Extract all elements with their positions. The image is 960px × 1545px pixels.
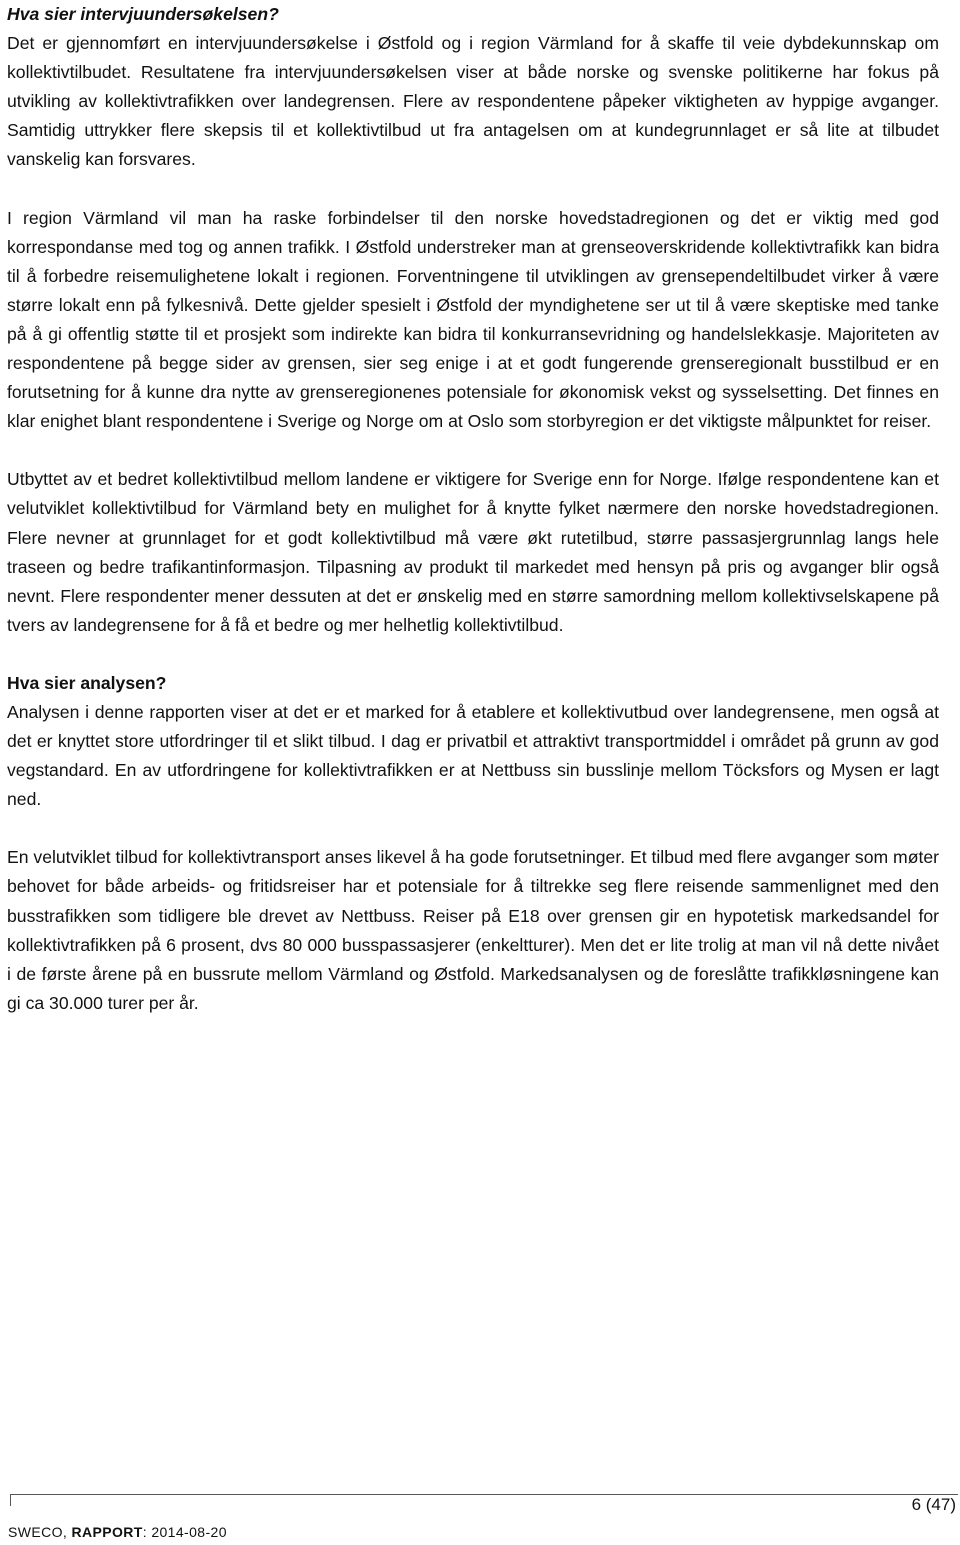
paragraph-interviews-2: I region Värmland vil man ha raske forbindelser til den norske hovedstadregionen og det er viktig med god korrespondanse med tog og annen trafikk. I Østfold understreker man at grenseoverskridende kollektivtrafikk kan bidra til å forbedre reisemulighetene lokalt i regionen. Forventningene til utviklingen av grensependeltilbudet virker å være større lokalt enn på fylkesnivå. Dette gjelder spesielt i Østfold der myndighetene ser ut til å være skeptiske med tanke på å gi offentlig støtte til et prosjekt som indirekte kan bidra til konkurransevridning og handelslekkasje. Majoriteten av respondentene på begge sider av grensen, sier seg enige i at et godt fungerende grenseregionalt busstilbud er en forutsetning for å kunne dra nytte av grenseregionenes potensiale for økonomisk vekst og sysselsetting. Det finnes en klar enighet blant respondentene i Sverige og Norge om at Oslo som storbyregion er det viktigste målpunktet for reiser.	[7, 207, 939, 432]
footer-date: : 2014-08-20	[142, 1524, 227, 1540]
paragraph-analysis-1: Analysen i denne rapporten viser at det er et marked for å etablere et kollektivutbud over landegrensene, men også at det er knyttet store utfordringer til et slikt tilbud. I dag er privatbil et attraktivt transportmiddel i området på grunn av god vegstandard. En av utfordringene for kollektivtrafikken er at Nettbuss sin busslinje mellom Töcksfors og Mysen er lagt ned.	[7, 701, 939, 810]
footer-company: SWECO,	[8, 1524, 68, 1540]
footer-doc-type: RAPPORT	[71, 1524, 143, 1540]
document-body	[7, 0, 939, 1018]
section-heading-interviews: Hva sier intervjuundersøkelsen?	[7, 4, 279, 24]
paragraph-interviews-1: Det er gjennomført en intervjuundersøkelse i Østfold og i region Värmland for å skaffe til veie dybdekunnskap om kollektivtilbudet. Resultatene fra intervjuundersøkelsen viser at både norske og svenske politikerne har fokus på utvikling av kollektivtrafikken over landegrensen. Flere av respondentene påpeker viktigheten av hyppige avganger. Samtidig uttrykker flere skepsis til et kollektivtilbud ut fra antagelsen om at kundegrunnlaget er så lite at tilbudet vanskelig kan forsvares.	[7, 33, 939, 170]
footer-divider	[10, 1494, 958, 1495]
page-number: 6 (47)	[911, 1495, 956, 1514]
paragraph-interviews-3: Utbyttet av et bedret kollektivtilbud mellom landene er viktigere for Sverige enn for Norge. Ifølge respondentene kan et velutviklet kollektivtilbud for Värmland bety en mulighet for å knytte fylket nærmere den norske hovedstadregionen. Flere nevner at grunnlaget for et godt kollektivtilbud må være økt rutetilbud, større passasjergrunnlag langs hele traseen og bedre trafikantinformasjon. Tilpasning av produkt til markedet med hensyn på pris og avganger blir også nevnt. Flere respondenter mener dessuten at det er ønskelig med en større samordning mellom kollektivselskapene på tvers av landegrensene for å få et bedre og mer helhetlig kollektivtilbud.	[7, 469, 939, 635]
paragraph-spacer	[7, 814, 939, 843]
paragraph-spacer	[7, 436, 939, 465]
paragraph-analysis-2: En velutviklet tilbud for kollektivtransport anses likevel å ha gode forutsetninger. Et tilbud med flere avganger som møter behovet for både arbeids- og fritidsreiser har et potensiale for å tiltrekke seg flere reisende sammenlignet med den busstrafikken som tidligere ble drevet av Nettbuss. Reiser på E18 over grensen gir en hypotetisk markedsandel for kollektivtrafikken på 6 prosent, dvs 80 000 busspassasjerer (enkeltturer). Men det er lite trolig at man vil nå dette nivået i de første årene på en bussrute mellom Värmland og Østfold. Markedsanalysen og de foreslåtte trafikkløsningene kan gi ca 30.000 turer per år.	[7, 847, 939, 1013]
paragraph-spacer	[7, 175, 939, 204]
report-footer	[8, 1524, 227, 1540]
footer-divider-tick	[10, 1494, 11, 1506]
section-heading-analysis: Hva sier analysen?	[7, 672, 167, 693]
paragraph-spacer	[7, 640, 939, 669]
